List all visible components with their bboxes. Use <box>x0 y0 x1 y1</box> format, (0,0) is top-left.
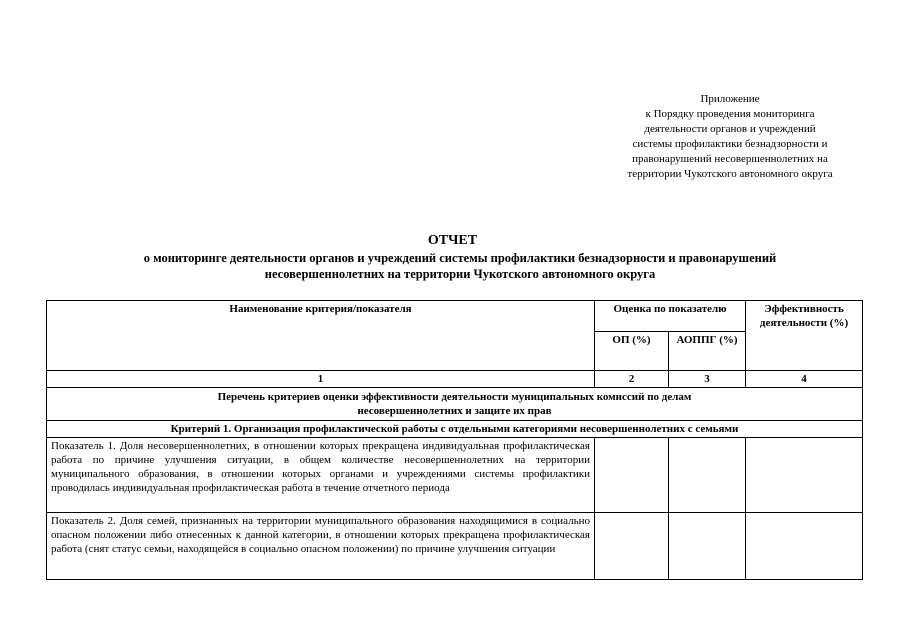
report-subtitle <box>40 250 880 282</box>
header-name: Наименование критерия/показателя <box>47 301 595 371</box>
appendix-block <box>560 92 900 182</box>
indicator-text: Показатель 2. Доля семей, признанных на территории муниципального образования находящимися в социально опасном положении либо отнесенных к данной категории, в отношении которых прекращена профилактическая работа (снят статус семьи, находящейся в социально опасном положении) по причине улучшения ситуации <box>47 513 595 580</box>
appendix-line: системы профилактики безнадзорности и <box>632 138 828 150</box>
header-aoppg: АОППГ (%) <box>669 332 746 371</box>
indicator-efficiency-cell <box>746 513 863 580</box>
appendix-line: деятельности органов и учреждений <box>644 123 816 135</box>
indicator-op-cell <box>595 513 669 580</box>
report-title: ОТЧЕТ <box>427 233 478 248</box>
indicator-efficiency-cell <box>746 438 863 513</box>
column-number: 4 <box>746 371 863 388</box>
column-number: 3 <box>669 371 746 388</box>
header-efficiency: Эффективность деятельности (%) <box>746 301 863 371</box>
indicator-aoppg-cell <box>669 513 746 580</box>
header-rating: Оценка по показателю <box>595 301 746 332</box>
appendix-line: правонарушений несовершеннолетних на <box>632 153 828 165</box>
indicator-aoppg-cell <box>669 438 746 513</box>
indicator-text: Показатель 1. Доля несовершеннолетних, в отношении которых прекращена индивидуальная профилактическая работа по причине улучшения ситуации, в общем количестве несовершеннолетних на территории муниципального образования, в отношении которых органами и учреждениями системы профилактики проводилась индивидуальная профилактическая работа в течение отчетного периода <box>47 438 595 513</box>
column-number: 1 <box>47 371 595 388</box>
report-subtitle-line: несовершеннолетних на территории Чукотского автономного округа <box>264 267 656 281</box>
appendix-line: Приложение <box>700 93 760 105</box>
report-table <box>46 300 863 580</box>
appendix-line: к Порядку проведения мониторинга <box>645 108 815 120</box>
section-title: Перечень критериев оценки эффективности деятельности муниципальных комиссий по делам несовершеннолетних и защите их прав <box>47 388 863 421</box>
appendix-line: территории Чукотского автономного округа <box>627 168 833 180</box>
report-subtitle-line: о мониторинге деятельности органов и учреждений системы профилактики безнадзорности и правонарушений <box>143 251 777 265</box>
column-number: 2 <box>595 371 669 388</box>
criterion-title: Критерий 1. Организация профилактической работы с отдельными категориями несовершеннолетних с семьями <box>47 421 863 438</box>
header-op: ОП (%) <box>595 332 669 371</box>
indicator-op-cell <box>595 438 669 513</box>
